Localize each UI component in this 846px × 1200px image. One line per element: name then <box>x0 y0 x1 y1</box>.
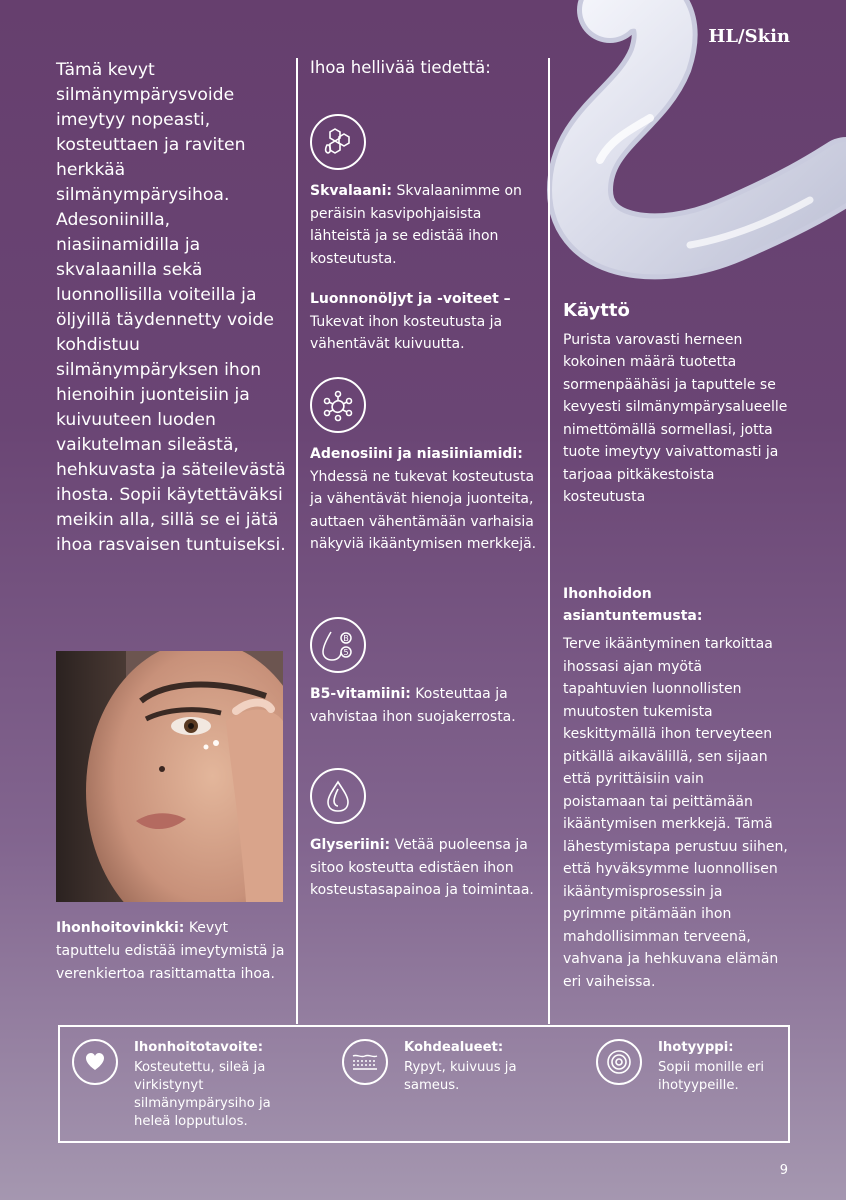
summary-target-areas <box>342 1039 544 1095</box>
ingredient-glycerin-text <box>310 834 542 902</box>
ingredient-squalane <box>310 114 542 270</box>
ingredients-heading: Ihoa hellivää tiedettä: <box>310 58 491 77</box>
summary-skintype-title: Ihotyyppi: <box>658 1040 734 1055</box>
ingredient-glycerin <box>310 768 542 902</box>
concentric-target-icon <box>596 1039 642 1085</box>
usage-section <box>563 300 789 509</box>
ingredient-squalane-text <box>310 180 542 270</box>
heart-icon <box>72 1039 118 1085</box>
ingredient-name: B5-vitamiini: <box>310 686 411 702</box>
intro-text-block <box>56 58 288 558</box>
svg-text:5: 5 <box>343 648 349 657</box>
summary-skintype-text: Sopii monille eri ihotyypeille. <box>658 1060 765 1093</box>
molecule-capsule-icon <box>310 377 366 433</box>
summary-box <box>58 1025 790 1143</box>
column-divider-right <box>548 58 550 1024</box>
ingredient-natural-oils <box>310 288 542 356</box>
usage-text: Purista varovasti herneen kokoinen määrä tuotetta sormenpäähäsi ja taputtele se kevyesti silmänympärysalueelle nimettömällä sormellasi, jotta tuote imeytyy vaivattomasti ja tarjoaa pitkäkestoista kosteutusta <box>563 331 788 505</box>
intro-paragraph: Tämä kevyt silmänympärysvoide imeytyy nopeasti, kosteuttaen ja raviten herkkää silmänympärysihoa. Adesoniinilla, niasiinamidilla ja skvalaanilla sekä luonnollisilla voiteilla ja öljyillä täydennetty voide kohdistuu silmänympäryksen ihon hienoihin juonteisiin ja kuivuuteen luoden vaikutelman sileästä, hehkuvasta ja säteilevästä ihosta. Sopii käytettäväksi meikin alla, sillä se ei jätä ihoa rasvaisen tuntuiseksi. <box>56 60 286 555</box>
tip-text: Kevyt taputtelu edistää imeytymistä ja verenkiertoa rasittamatta ihoa. <box>56 920 285 982</box>
ingredient-vitamin-b5 <box>310 617 542 728</box>
expertise-section <box>563 583 789 993</box>
tip-label: Ihonhoitovinkki: <box>56 920 185 936</box>
ingredient-name: Luonnonöljyt ja -voiteet – <box>310 291 511 307</box>
ingredient-b5-text <box>310 683 542 728</box>
ingredient-description: Tukevat ihon kosteutusta ja vähentävät kuivuutta. <box>310 313 503 352</box>
skincare-tip <box>56 917 286 986</box>
summary-areas-title: Kohdealueet: <box>404 1040 504 1055</box>
brand-label: HL/Skin <box>708 26 790 47</box>
ingredient-name: Glyseriini: <box>310 837 391 853</box>
ingredient-adenosine-text <box>310 443 542 556</box>
model-photo <box>56 651 283 902</box>
column-divider-left <box>296 58 298 1024</box>
ingredient-description: Vetää puoleensa ja sitoo kosteutta edistäen ihon kosteustasapainoa ja toimintaa. <box>310 837 534 898</box>
summary-areas-text: Rypyt, kuivuus ja sameus. <box>404 1060 517 1093</box>
ingredient-description: Skvalaanimme on peräisin kasvipohjaisista lähteistä ja se edistää ihon kosteutusta. <box>310 183 522 267</box>
ingredient-name: Skvalaani: <box>310 183 393 199</box>
expertise-title: Ihonhoidon asiantuntemusta: <box>563 586 703 624</box>
ingredient-name: Adenosiini ja niasiiniamidi: <box>310 446 523 462</box>
hexagon-molecule-droplet-icon <box>310 114 366 170</box>
svg-text:B: B <box>343 634 349 643</box>
summary-goal <box>72 1039 289 1131</box>
vitamin-b5-drop-icon <box>310 617 366 673</box>
skin-layers-icon <box>342 1039 388 1085</box>
ingredient-description: Kosteuttaa ja vahvistaa ihon suojakerrosta. <box>310 686 516 725</box>
expertise-text: Terve ikääntyminen tarkoittaa ihossasi ajan myötä tapahtuvien luonnollisten muutosten tukemista keskittymällä ihon terveyteen pitkällä aikavälillä, sen sijaan että pyrittäisiin vain poistamaan tai peittämään ikääntymisen merkkejä. Tämä lähestymistapa perustuu siihen, että hyväksymme luonnollisen ikääntymisprosessin ja pyrimme pitämään ihon mahdollisimman terveenä, vahvana ja hehkuvana elämän eri vaiheissa. <box>563 636 788 990</box>
usage-title: Käyttö <box>563 300 630 321</box>
summary-goal-title: Ihonhoitotavoite: <box>134 1040 263 1055</box>
ingredient-description: Yhdessä ne tukevat kosteutusta ja vähentävät hienoja juonteita, auttaen vähentämään varhaisia näkyviä ikääntymisen merkkejä. <box>310 468 537 552</box>
glycerin-drop-icon <box>310 768 366 824</box>
summary-goal-text: Kosteutettu, sileä ja virkistynyt silmänympärysiho ja heleä lopputulos. <box>134 1060 271 1129</box>
summary-skin-type <box>596 1039 783 1095</box>
ingredient-adenosine-niacinamide <box>310 377 542 556</box>
ingredients-column <box>310 58 542 105</box>
page-number: 9 <box>779 1163 788 1178</box>
